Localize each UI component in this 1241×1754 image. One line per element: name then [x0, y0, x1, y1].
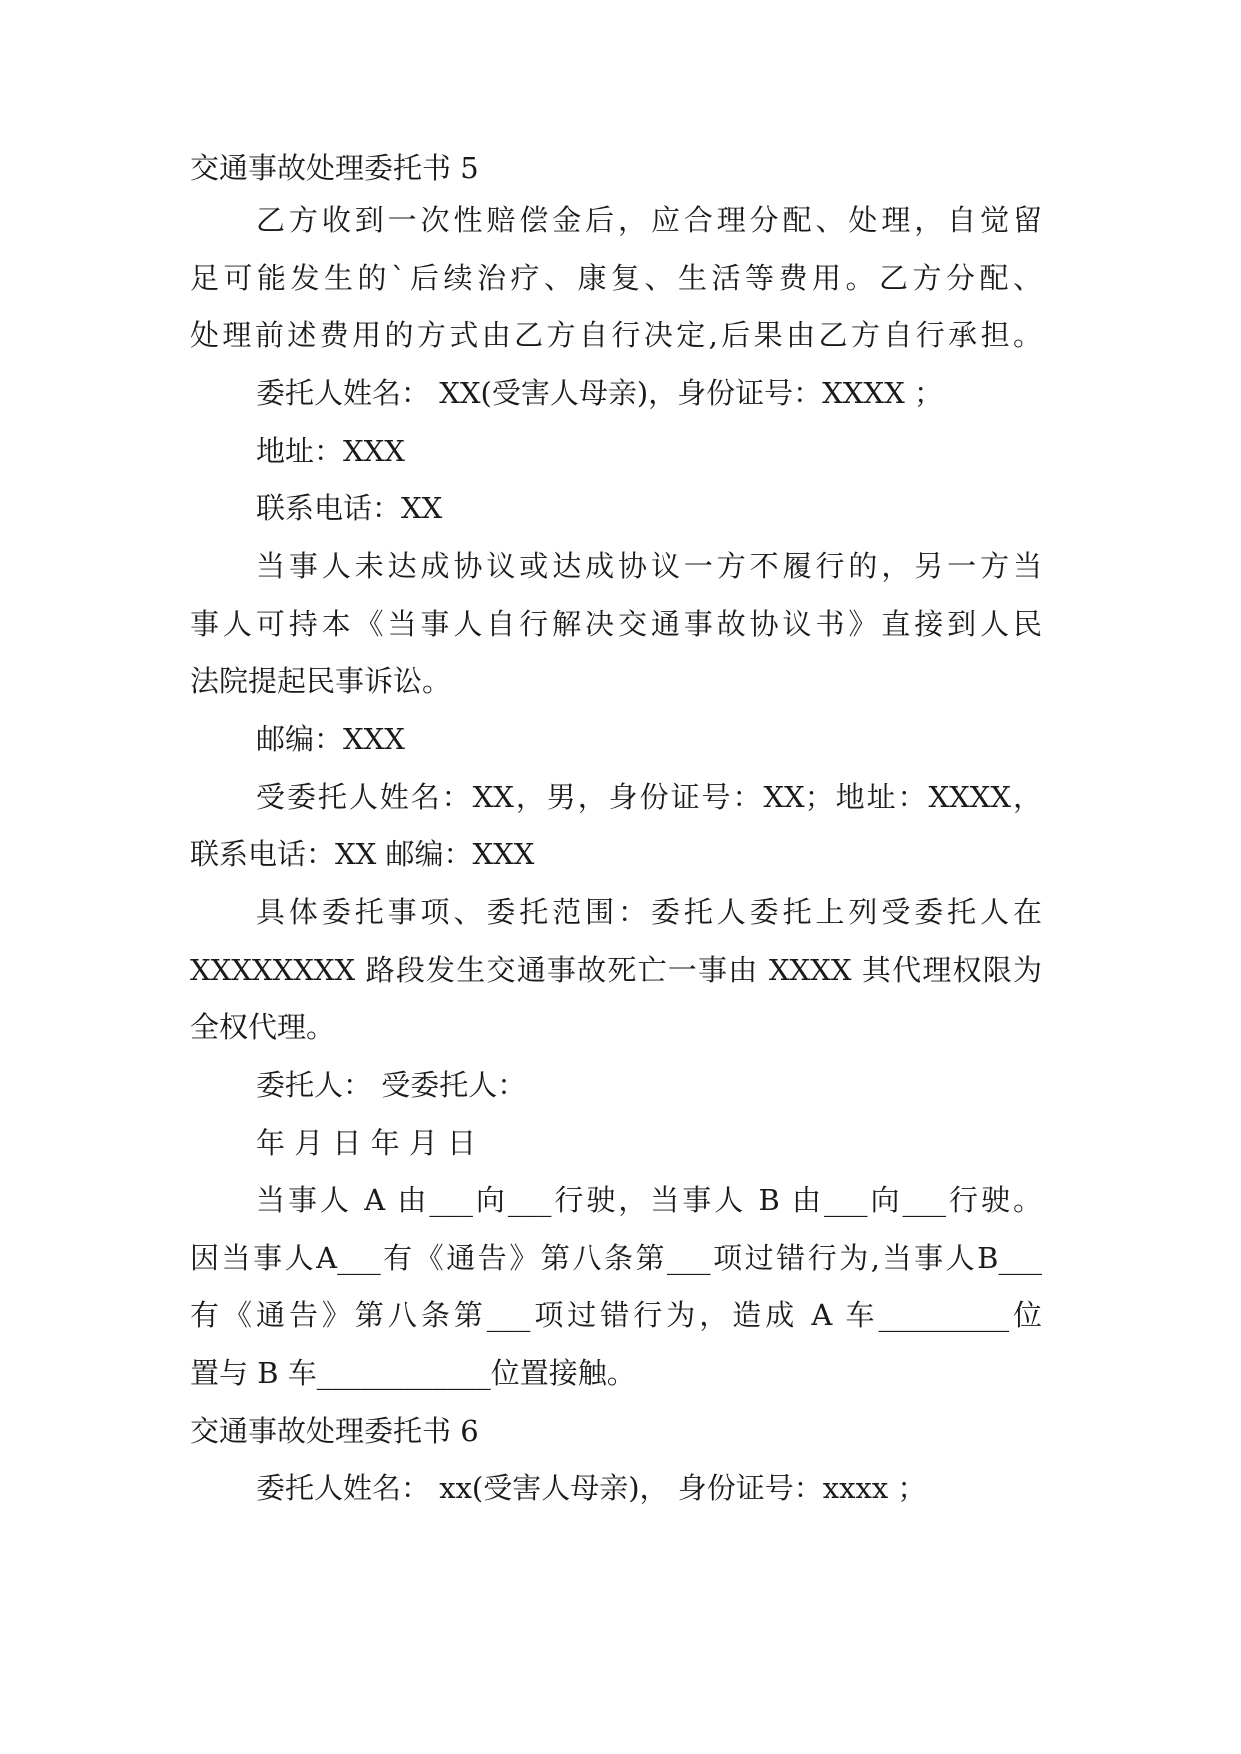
address-line: 地址：XXX: [256, 434, 405, 468]
date-line: 年 月 日 年 月 日: [256, 1126, 477, 1160]
paragraph-line: 有《通告》第八条第___项过错行为，造成 A 车_________位: [190, 1298, 1042, 1332]
agent-info-line: 受委托人姓名：XX，男，身份证号：XX；地址：XXXX，: [256, 780, 1042, 814]
paragraph-line: 事人可持本《当事人自行解决交通事故协议书》直接到人民: [190, 607, 1042, 641]
paragraph-line: 当事人未达成协议或达成协议一方不履行的，另一方当: [256, 549, 1042, 583]
paragraph-line: 乙方收到一次性赔偿金后，应合理分配、处理，自觉留: [256, 203, 1042, 237]
phone-line: 联系电话：XX: [256, 491, 443, 525]
paragraph-line: 处理前述费用的方式由乙方自行决定,后果由乙方自行承担。: [190, 318, 1042, 352]
paragraph-line: 全权代理。: [190, 1010, 336, 1044]
signature-line: 委托人： 受委托人：: [256, 1068, 527, 1102]
principal-name-line: 委托人姓名： xx(受害人母亲)， 身份证号：xxxx ；: [256, 1471, 927, 1505]
section-title: 交通事故处理委托书 5: [190, 151, 479, 185]
postcode-line: 邮编：XXX: [256, 722, 405, 756]
section-title: 交通事故处理委托书 6: [190, 1414, 479, 1448]
paragraph-line: 因当事人A___有《通告》第八条第___项过错行为,当事人B___: [190, 1241, 1042, 1275]
agent-info-line: 联系电话：XX 邮编：XXX: [190, 837, 535, 871]
paragraph-line: XXXXXXXX 路段发生交通事故死亡一事由 XXXX 其代理权限为: [190, 953, 1042, 987]
paragraph-line: 足可能发生的`后续治疗、康复、生活等费用。乙方分配、: [190, 261, 1042, 295]
paragraph-line: 法院提起民事诉讼。: [190, 664, 452, 698]
principal-name-line: 委托人姓名： XX(受害人母亲)，身份证号：XXXX ；: [256, 376, 943, 410]
paragraph-line: 当事人 A 由___向___行驶，当事人 B 由___向___行驶。: [256, 1183, 1042, 1217]
paragraph-line: 置与 B 车____________位置接触。: [190, 1356, 636, 1390]
paragraph-line: 具体委托事项、委托范围：委托人委托上列受委托人在: [256, 895, 1042, 929]
